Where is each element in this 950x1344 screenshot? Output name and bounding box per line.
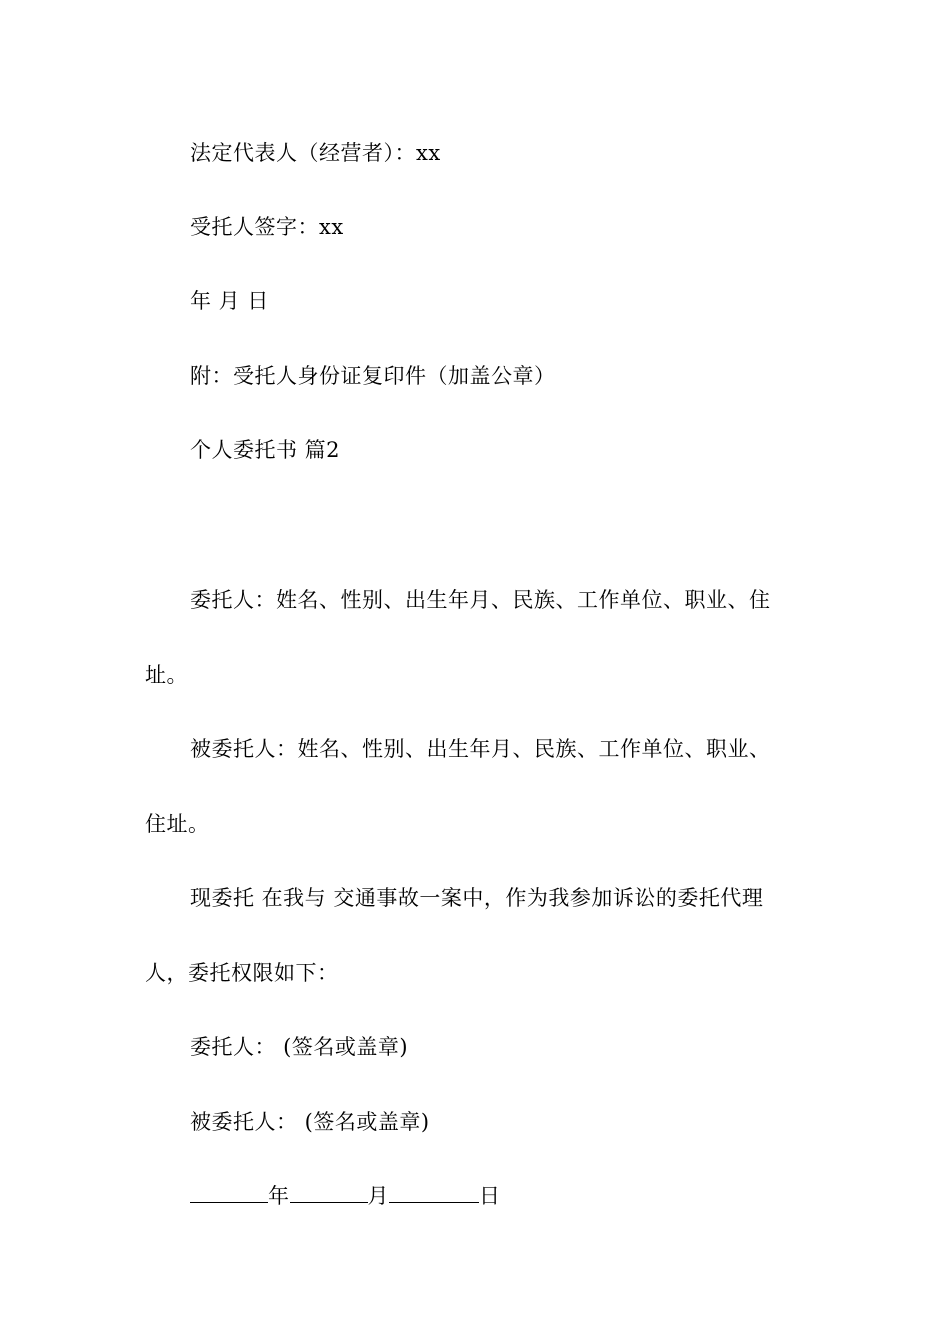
legal-representative-line: 法定代表人（经营者）：xx bbox=[190, 141, 441, 165]
agent-signature-line: 被委托人： (签名或盖章) bbox=[190, 1110, 430, 1134]
year-blank bbox=[190, 1182, 268, 1203]
day-label: 日 bbox=[479, 1184, 501, 1208]
entrust-statement-line-2: 人，委托权限如下： bbox=[145, 961, 339, 985]
principal-info-line-2: 址。 bbox=[145, 663, 188, 687]
day-blank bbox=[389, 1182, 479, 1203]
month-blank bbox=[290, 1182, 368, 1203]
trustee-signature-line: 受托人签字：xx bbox=[190, 215, 344, 239]
entrust-statement-line-1: 现委托 在我与 交通事故一案中，作为我参加诉讼的委托代理 bbox=[190, 886, 764, 910]
principal-signature-line: 委托人： (签名或盖章) bbox=[190, 1035, 409, 1059]
month-label: 月 bbox=[367, 1184, 389, 1208]
date-line: 年 月 日 bbox=[190, 289, 269, 313]
attachment-line: 附：受托人身份证复印件（加盖公章） bbox=[190, 364, 556, 388]
agent-info-line-1: 被委托人：姓名、性别、出生年月、民族、工作单位、职业、 bbox=[190, 737, 771, 761]
year-label: 年 bbox=[268, 1184, 290, 1208]
final-date-line bbox=[190, 1182, 501, 1210]
principal-info-line-1: 委托人：姓名、性别、出生年月、民族、工作单位、职业、住 bbox=[190, 588, 771, 612]
section-title: 个人委托书 篇2 bbox=[190, 438, 341, 462]
agent-info-line-2: 住址。 bbox=[145, 812, 210, 836]
